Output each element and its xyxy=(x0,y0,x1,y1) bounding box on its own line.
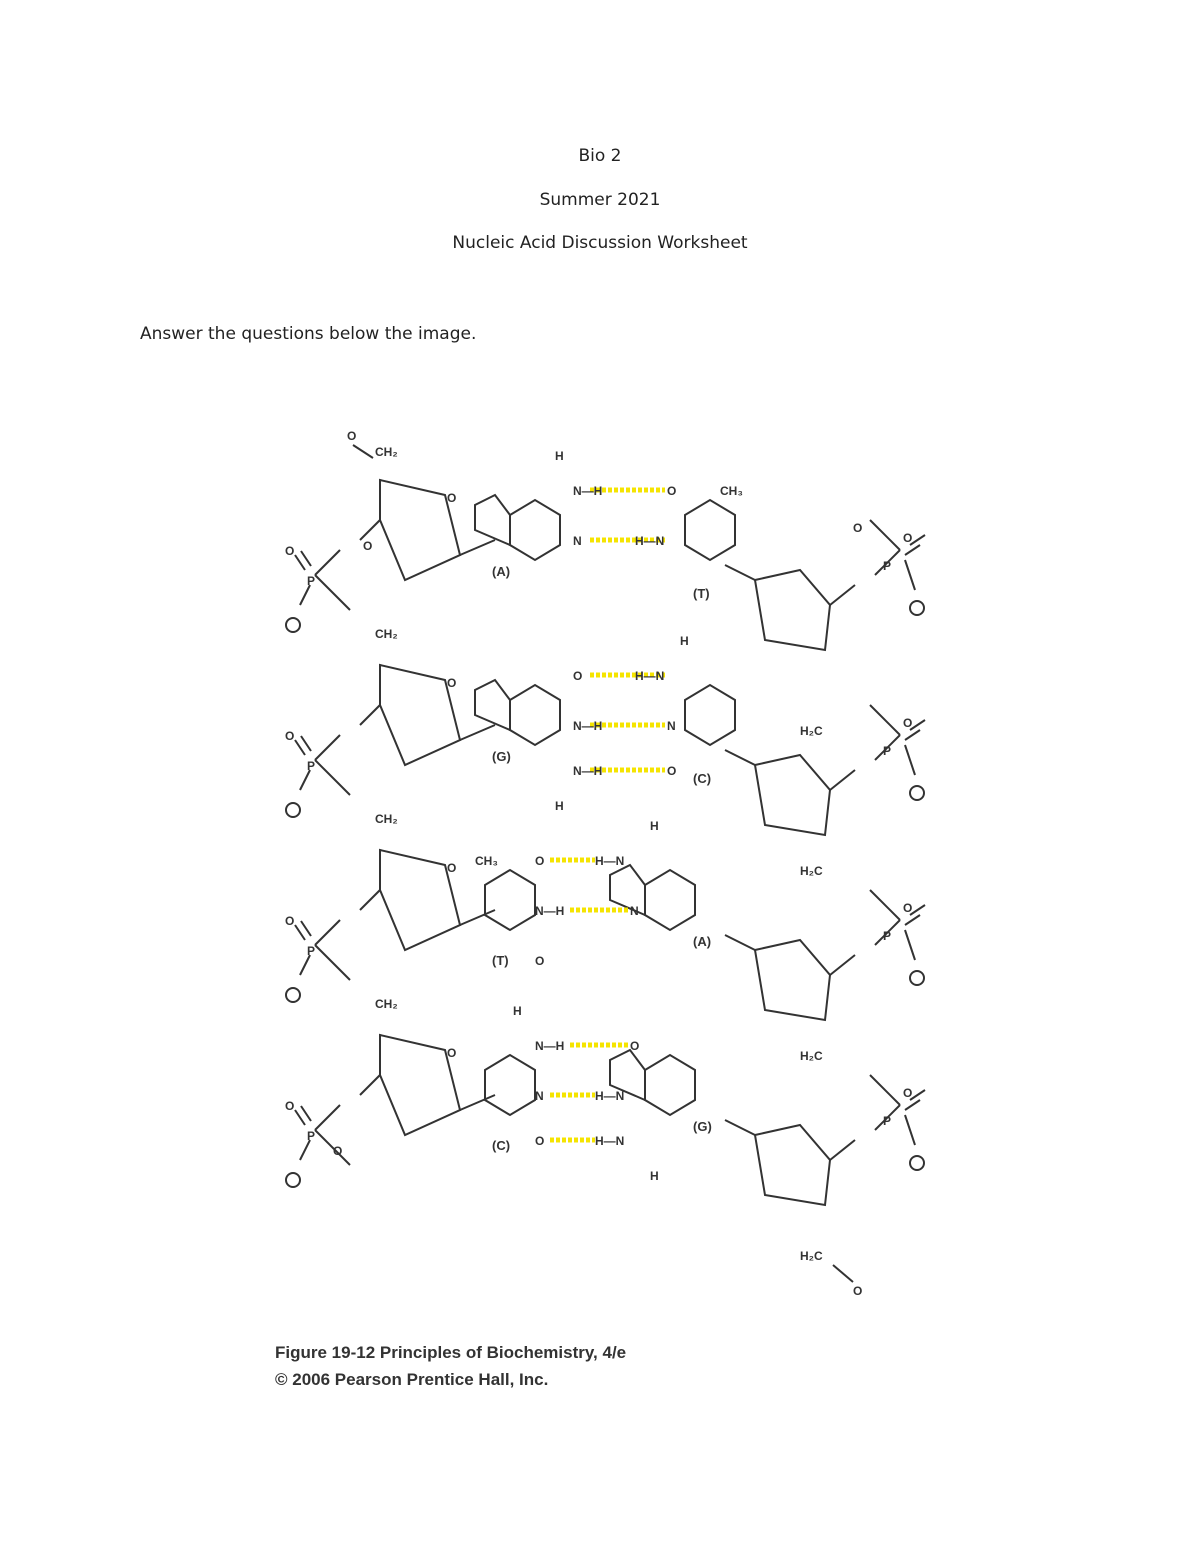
svg-text:N—H: N—H xyxy=(573,719,603,733)
svg-text:H—N: H—N xyxy=(595,854,625,868)
svg-text:H₂C: H₂C xyxy=(800,724,823,738)
svg-text:P: P xyxy=(883,1114,892,1128)
svg-text:H: H xyxy=(650,1169,659,1183)
pair3-left-base: (T) xyxy=(492,953,509,968)
svg-text:N: N xyxy=(630,904,639,918)
svg-text:P: P xyxy=(307,1129,316,1143)
svg-text:CH₂: CH₂ xyxy=(375,812,398,826)
svg-text:N—H: N—H xyxy=(573,484,603,498)
svg-text:O: O xyxy=(285,729,295,743)
figure-caption-line2: © 2006 Pearson Prentice Hall, Inc. xyxy=(275,1370,549,1389)
svg-text:O: O xyxy=(903,1086,913,1100)
svg-text:P: P xyxy=(307,759,316,773)
svg-text:N—H: N—H xyxy=(535,1039,565,1053)
svg-text:H—N: H—N xyxy=(635,534,665,548)
svg-text:CH₂: CH₂ xyxy=(375,997,398,1011)
svg-text:P: P xyxy=(883,929,892,943)
course-title: Bio 2 xyxy=(578,146,622,166)
svg-text:H: H xyxy=(555,449,564,463)
pair2-right-base: (C) xyxy=(693,771,712,786)
pair1-right-base: (T) xyxy=(693,586,710,601)
svg-text:P: P xyxy=(883,559,892,573)
svg-text:P: P xyxy=(307,944,316,958)
svg-text:H—N: H—N xyxy=(595,1134,625,1148)
pair1-left-base: (A) xyxy=(492,564,511,579)
pair4-right-base: (G) xyxy=(693,1119,712,1134)
svg-text:O: O xyxy=(903,716,913,730)
svg-text:H₂C: H₂C xyxy=(800,864,823,878)
svg-text:H—N: H—N xyxy=(595,1089,625,1103)
svg-text:H₂C: H₂C xyxy=(800,1249,823,1263)
svg-text:O: O xyxy=(853,1284,863,1298)
svg-text:O: O xyxy=(667,484,677,498)
svg-text:H: H xyxy=(513,1004,522,1018)
svg-text:O: O xyxy=(285,914,295,928)
svg-text:N: N xyxy=(573,534,582,548)
svg-text:O: O xyxy=(285,1099,295,1113)
worksheet-title: Nucleic Acid Discussion Worksheet xyxy=(452,233,748,253)
svg-text:CH₂: CH₂ xyxy=(375,627,398,641)
svg-text:CH₂: CH₂ xyxy=(375,445,398,459)
svg-text:O: O xyxy=(667,764,677,778)
pair2-left-base: (G) xyxy=(492,749,511,764)
svg-text:H: H xyxy=(680,634,689,648)
instructions: Answer the questions below the image. xyxy=(140,324,477,344)
svg-text:P: P xyxy=(883,744,892,758)
svg-text:O: O xyxy=(363,539,373,553)
term-label: Summer 2021 xyxy=(539,190,661,210)
pair4-left-base: (C) xyxy=(492,1138,511,1153)
svg-text:O: O xyxy=(903,901,913,915)
svg-text:H: H xyxy=(650,819,659,833)
svg-text:N: N xyxy=(667,719,676,733)
svg-text:CH₃: CH₃ xyxy=(720,484,743,498)
svg-text:O: O xyxy=(535,1134,545,1148)
svg-text:O: O xyxy=(853,521,863,535)
dna-base-pairing-figure xyxy=(255,380,975,1420)
svg-text:O: O xyxy=(630,1039,640,1053)
svg-text:O: O xyxy=(285,544,295,558)
pair3-right-base: (A) xyxy=(693,934,712,949)
svg-text:H—N: H—N xyxy=(635,669,665,683)
svg-text:O: O xyxy=(347,429,357,443)
svg-text:O: O xyxy=(447,676,457,690)
svg-text:O: O xyxy=(447,1046,457,1060)
svg-text:O: O xyxy=(447,861,457,875)
svg-text:O: O xyxy=(903,531,913,545)
svg-text:H: H xyxy=(555,799,564,813)
svg-text:H₂C: H₂C xyxy=(800,1049,823,1063)
svg-text:O: O xyxy=(573,669,583,683)
svg-text:N—H: N—H xyxy=(535,904,565,918)
figure-caption-line1: Figure 19-12 Principles of Biochemistry, 4/e xyxy=(275,1343,627,1362)
svg-text:O: O xyxy=(447,491,457,505)
svg-text:O: O xyxy=(535,854,545,868)
svg-text:CH₃: CH₃ xyxy=(475,854,498,868)
svg-text:O: O xyxy=(535,954,545,968)
svg-text:N—H: N—H xyxy=(573,764,603,778)
svg-text:P: P xyxy=(307,574,316,588)
svg-text:N: N xyxy=(535,1089,544,1103)
svg-text:O: O xyxy=(333,1144,343,1158)
